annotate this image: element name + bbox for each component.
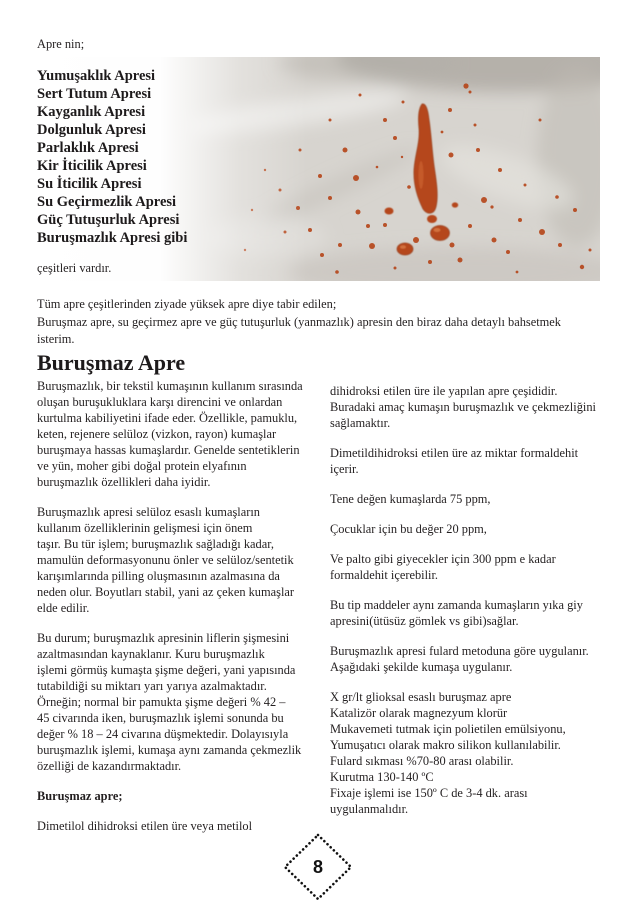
paragraph: [37, 818, 303, 834]
finish-type-item: Su Geçirmezlik Apresi: [37, 194, 177, 210]
text-line: dihidroksi etilen üre ile yapılan apre çeşididir.: [330, 384, 558, 398]
recipe-line: Katalizör olarak magnezyum klorür: [330, 706, 508, 720]
paragraph: [330, 597, 596, 629]
left-column: [37, 378, 303, 834]
text-line: elde edilir.: [37, 601, 90, 615]
text-line: Dimetildihidroksi etilen üre az miktar formaldehit: [330, 446, 579, 460]
text-line: apresini(ütüsüz gömlek vs gibi)sağlar.: [330, 614, 519, 628]
text-line: değer % 18 – 24 civarına düşmektedir. Dolayısıyla: [37, 727, 289, 741]
text-line: neden olur. Boyutları stabil, yani az çeken kumaşlar: [37, 585, 295, 599]
text-line: Buruşmazlık apresi selüloz esaslı kumaşların: [37, 505, 260, 519]
subheading-line: Buruşmaz apre;: [37, 789, 123, 803]
finish-type-item: Yumuşaklık Apresi: [37, 68, 156, 84]
text-line: formaldehit içerebilir.: [330, 568, 439, 582]
paragraph: [330, 521, 596, 537]
recipe-line: uygulanmalıdır.: [330, 802, 409, 816]
finish-type-item: Dolgunluk Apresi: [37, 122, 146, 138]
text-line: Bu durum; buruşmazlık apresinin liflerin şişmesini: [37, 631, 290, 645]
finish-type-item: Parlaklık Apresi: [37, 140, 139, 156]
recipe-line: Yumuşatıcı olarak makro silikon kullanılabilir.: [330, 738, 561, 752]
paragraph: [37, 378, 303, 490]
text-line: karışımlarında pilling oluşmasının azalmasına da: [37, 569, 280, 583]
finish-type-item: Kir İticilik Apresi: [37, 158, 147, 174]
text-line: kullanım özelliklerinin gelişmesi için önem: [37, 521, 253, 535]
text-line: Dimetilol dihidroksi etilen üre veya metilol: [37, 819, 253, 833]
intro-label: Apre nin;: [37, 37, 85, 51]
text-line: buruşmazlık özellikleri daha iyidir.: [37, 475, 211, 489]
text-line: tutabildiği su miktarı yarı yarıya azalmaktadır.: [37, 679, 267, 693]
text-line: Tene değen kumaşlarda 75 ppm,: [330, 492, 491, 506]
recipe-line: Mukavemeti tutmak için polietilen emülsiyonu,: [330, 722, 566, 736]
paragraph: [330, 445, 596, 477]
text-line: taşır. Bu tür işlem; buruşmazlık sağladığı kadar,: [37, 537, 274, 551]
finish-list-suffix: çeşitleri vardır.: [37, 261, 112, 275]
recipe-line: X gr/lt glioksal esaslı buruşmaz apre: [330, 690, 512, 704]
text-line: oluşan buruşukluklara karşı direncini ve onlardan: [37, 395, 283, 409]
text-line: keten, rejenere selüloz (vizkon, rayon) kumaşlar: [37, 427, 277, 441]
recipe-line: Fixaje işlemi ise 150º C de 3-4 dk. arası: [330, 786, 528, 800]
text-line: isterim.: [37, 332, 75, 346]
text-line: Bu tip maddeler aynı zamanda kumaşların yıka giy: [330, 598, 583, 612]
text-line: mamulün deformasyonunu önler ve selüloz/sentetik: [37, 553, 294, 567]
intro-paragraph: [37, 296, 561, 349]
text-line: Buruşmazlık, bir tekstil kumaşının kullanım sırasında: [37, 379, 303, 393]
text-line: Örneğin; normal bir pamukta şişme değeri % 42 –: [37, 695, 286, 709]
paragraph: [330, 643, 596, 675]
text-line: Buruşmazlık apresi fulard metoduna göre uygulanır.: [330, 644, 589, 658]
text-line: Ve palto gibi giyecekler için 300 ppm e kadar: [330, 552, 556, 566]
recipe-line: Fulard sıkması %70-80 arası olabilir.: [330, 754, 514, 768]
finish-type-item: Su İticilik Apresi: [37, 176, 142, 192]
recipe-line: Kurutma 130-140 ºC: [330, 770, 434, 784]
text-line: Buradaki amaç kumaşın buruşmazlık ve çekmezliğini: [330, 400, 596, 414]
text-line: 45 civarında iken, buruşmazlık işlemi sonunda bu: [37, 711, 284, 725]
text-line: Çocuklar için bu değer 20 ppm,: [330, 522, 487, 536]
text-line: özelliği de kazandırmaktadır.: [37, 759, 182, 773]
text-line: ve yün, moher gibi doğal protein elyafının: [37, 459, 247, 473]
recipe-list: [330, 689, 596, 817]
finish-type-item: Kayganlık Apresi: [37, 104, 146, 120]
paragraph: [330, 491, 596, 507]
right-column: [330, 383, 596, 817]
text-line: işlemi görmüş kumaşta şişme değeri, yani yapısında: [37, 663, 296, 677]
finish-type-item: Buruşmazlık Apresi gibi: [37, 230, 188, 246]
text-line: buruşmaya hassas kumaşlardır. Genelde sentetiklerin: [37, 443, 300, 457]
text-line: Aşağıdaki şekilde kumaşa uygulanır.: [330, 660, 513, 674]
paragraph: [37, 630, 303, 774]
section-title: Buruşmaz Apre: [37, 350, 186, 375]
paragraph: [37, 788, 303, 804]
page-number: 8: [312, 857, 323, 877]
text-line: Buruşmaz apre, su geçirmez apre ve güç tutuşurluk (yanmazlık) apresin den biraz daha detaylı bahsetmek: [37, 314, 561, 329]
paragraph: [37, 504, 303, 616]
paragraph: [330, 383, 596, 431]
text-line: kurtulma kabiliyetini ifade eder. Özellikle, pamuklu,: [37, 411, 298, 425]
text-line: içerir.: [330, 462, 359, 476]
finish-type-list: [37, 67, 187, 247]
text-line: Tüm apre çeşitlerinden ziyade yüksek apre diye tabir edilen;: [37, 297, 337, 311]
text-line: azaltmasından kaynaklanır. Kuru buruşmazlık: [37, 647, 265, 661]
paragraph: [330, 551, 596, 583]
finish-type-item: Güç Tutuşurluk Apresi: [37, 212, 180, 228]
finish-type-item: Sert Tutum Apresi: [37, 86, 152, 102]
text-line: sağlamaktır.: [330, 416, 391, 430]
text-line: buruşmazlık işlemi, kumaşa aynı zamanda çekmezlik: [37, 743, 302, 757]
